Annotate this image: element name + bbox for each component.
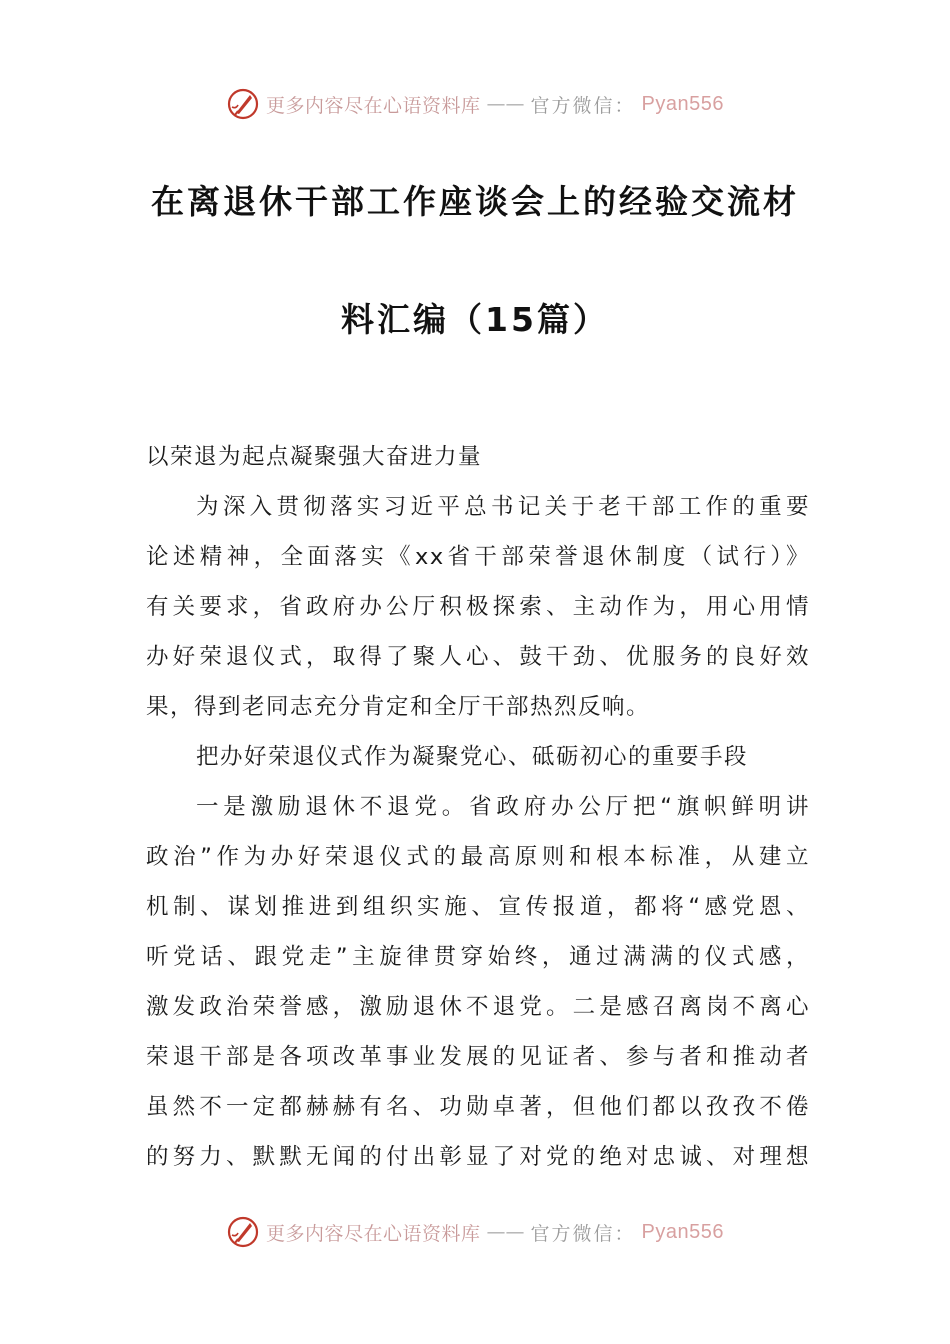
footer-banner [0,1212,950,1252]
subsection-heading: 把办好荣退仪式作为凝聚党心、砥砺初心的重要手段 [196,744,749,770]
paragraph-line: 论述精神，全面落实《xx省干部荣誉退休制度（试行）》 [146,544,810,570]
paragraph-line: 有关要求，省政府办公厅积极探索、主动作为，用心用情 [146,594,810,620]
paragraph-line: 机制、谋划推进到组织实施、宣传报道，都将“感党恩、 [146,894,810,920]
banner-label: 官方微信： [530,1222,636,1245]
paragraph-line: 为深入贯彻落实习近平总书记关于老干部工作的重要 [196,494,810,520]
document-title-line-1: 在离退休干部工作座谈会上的经验交流材 [151,182,799,221]
banner-wechat-id: Pyan556 [641,1220,724,1243]
banner-dash: —— [486,1221,525,1243]
paragraph-line: 政治”作为办好荣退仪式的最高原则和根本标准，从建立 [146,844,810,870]
paragraph-line: 激发政治荣誉感，激励退休不退党。二是感召离岗不离心 [146,994,810,1020]
document-title-line-2: 料汇编（15篇） [341,300,609,339]
banner-dash: —— [486,93,525,115]
banner-text: 更多内容尽在心语资料库 [266,94,481,117]
paragraph-line: 一是激励退休不退党。省政府办公厅把“旗帜鲜明讲 [196,794,810,820]
quill-logo-icon [226,87,260,121]
paragraph-line: 虽然不一定都赫赫有名、功勋卓著，但他们都以孜孜不倦 [146,1094,810,1120]
paragraph-line: 果，得到老同志充分肯定和全厅干部热烈反响。 [146,694,651,720]
quill-logo-icon [226,1215,260,1249]
header-banner [0,84,950,124]
paragraph-line: 的努力、默默无闻的付出彰显了对党的绝对忠诚、对理想 [146,1144,810,1170]
paragraph-line: 办好荣退仪式，取得了聚人心、鼓干劲、优服务的良好效 [146,644,810,670]
banner-label: 官方微信： [530,94,636,117]
banner-wechat-id: Pyan556 [641,92,724,115]
paragraph-line: 听党话、跟党走”主旋律贯穿始终，通过满满的仪式感， [146,944,810,970]
banner-text: 更多内容尽在心语资料库 [266,1222,481,1245]
document-body [146,432,810,1182]
paragraph-line: 荣退干部是各项改革事业发展的见证者、参与者和推动者 [146,1044,810,1070]
section-heading: 以荣退为起点凝聚强大奋进力量 [146,444,483,470]
